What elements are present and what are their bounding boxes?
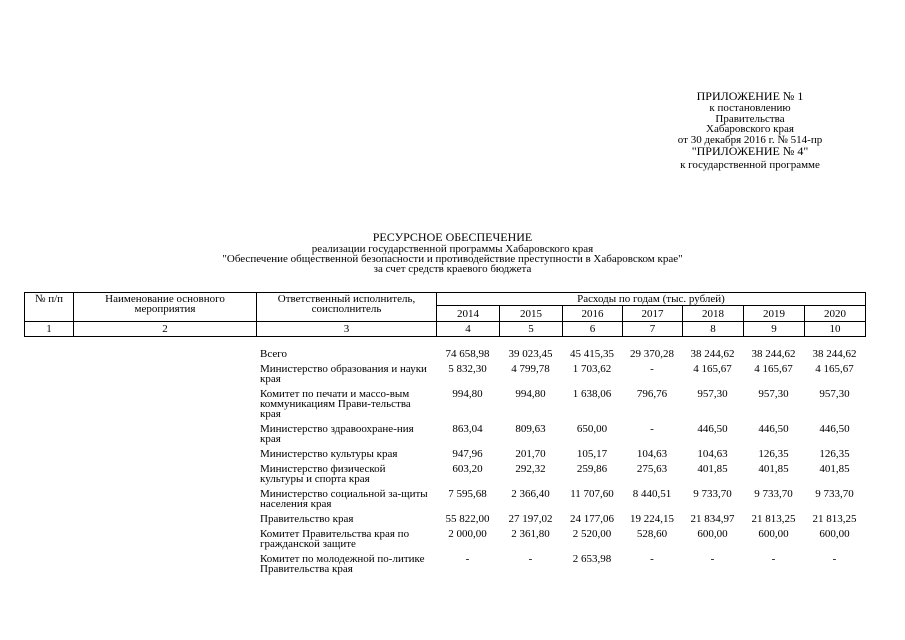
expense-value: -: [832, 553, 837, 565]
resource-table-header: [24, 292, 866, 337]
expense-value: 2 361,80: [511, 528, 550, 540]
expense-value: 2 000,00: [448, 528, 487, 540]
header-year: 2017: [623, 306, 683, 322]
expense-value: 55 822,00: [445, 513, 490, 525]
expense-value: 19 224,15: [630, 513, 674, 525]
expense-value: -: [528, 553, 533, 565]
expense-value: 1 703,62: [572, 363, 612, 375]
resource-table-body: [24, 347, 865, 577]
expense-value: 38 244,62: [690, 348, 735, 360]
appendix-block: [640, 90, 860, 171]
column-number: 6: [563, 322, 623, 337]
executor-name: Комитет по молодежной по-литике Правительства края: [260, 553, 425, 575]
expense-value: 401,85: [697, 463, 728, 475]
expense-value: 38 244,62: [751, 348, 796, 360]
table-row: [24, 347, 865, 362]
executor-name: Министерство социальной за-щиты населения края: [260, 488, 428, 510]
expense-value: 21 813,25: [751, 513, 796, 525]
expense-value: 104,63: [697, 448, 728, 460]
expense-value: 27 197,02: [508, 513, 553, 525]
expense-value: 74 658,98: [445, 348, 490, 360]
table-row: [24, 512, 865, 527]
column-number: 1: [25, 322, 74, 337]
expense-value: 39 023,45: [508, 348, 553, 360]
expense-value: 994,80: [452, 388, 483, 400]
expense-value: -: [771, 553, 776, 565]
header-year: 2015: [500, 306, 563, 322]
heading-line: реализации государственной программы Хабаровского края: [311, 243, 594, 255]
expense-value: -: [650, 553, 654, 565]
table-row: [24, 387, 865, 422]
expense-value: 957,30: [758, 388, 789, 400]
executor-name: Министерство здравоохране-ния края: [260, 423, 414, 445]
expense-value: 796,76: [636, 388, 668, 400]
expense-value: 201,70: [515, 448, 546, 460]
heading-line: за счет средств краевого бюджета: [373, 263, 532, 275]
appendix-line: к постановлению: [709, 102, 791, 114]
expense-value: 600,00: [758, 528, 789, 540]
expense-value: 7 595,68: [448, 488, 487, 500]
column-number: 8: [683, 322, 744, 337]
expense-value: 2 520,00: [572, 528, 612, 540]
expense-value: 5 832,30: [448, 363, 487, 375]
expense-value: 21 834,97: [690, 513, 735, 525]
executor-name: Министерство образования и науки края: [260, 363, 427, 385]
expense-value: 994,80: [515, 388, 546, 400]
executor-name: Комитет по печати и массо-вым коммуникациям Прави-тельства края: [260, 388, 411, 420]
expense-value: 4 165,67: [754, 363, 793, 375]
expense-value: 1 638,06: [572, 388, 612, 400]
header-year: 2019: [744, 306, 805, 322]
expense-value: 446,50: [758, 423, 789, 435]
expense-value: 105,17: [576, 448, 608, 460]
expense-value: 29 370,28: [630, 348, 674, 360]
executor-name: Министерство физической культуры и спорта края: [260, 463, 386, 485]
column-number: 4: [437, 322, 500, 337]
column-number: 7: [623, 322, 683, 337]
appendix-line: Правительства: [715, 112, 785, 125]
header-num: № п/п: [25, 293, 74, 322]
expense-value: 259,86: [576, 463, 608, 475]
heading-main: РЕСУРСНОЕ ОБЕСПЕЧЕНИЕ: [372, 230, 533, 244]
header-expenses: Расходы по годам (тыс. рублей): [437, 293, 866, 306]
expense-value: 603,20: [452, 463, 483, 475]
expense-value: -: [710, 553, 715, 565]
expense-value: 401,85: [758, 463, 789, 475]
expense-value: 275,63: [636, 463, 668, 475]
expense-value: 9 733,70: [815, 488, 854, 500]
expense-value: 600,00: [697, 528, 728, 540]
header-year: 2014: [437, 306, 500, 322]
appendix-line: Хабаровского края: [706, 123, 794, 135]
expense-value: 8 440,51: [632, 488, 672, 500]
expense-value: 9 733,70: [754, 488, 793, 500]
column-number: 10: [805, 322, 866, 337]
expense-value: 4 799,78: [511, 363, 550, 375]
expense-value: 21 813,25: [812, 513, 857, 525]
column-number: 3: [257, 322, 437, 337]
appendix-title: ПРИЛОЖЕНИЕ № 1: [696, 89, 804, 103]
expense-value: -: [650, 423, 654, 435]
header-year: 2018: [683, 306, 744, 322]
expense-value: 446,50: [697, 423, 728, 435]
header-executor: Ответственный исполнитель, соисполнитель: [257, 293, 437, 322]
table-row: [24, 462, 865, 487]
expense-value: 863,04: [452, 423, 483, 435]
expense-value: 4 165,67: [815, 363, 854, 375]
expense-value: 24 177,06: [570, 513, 614, 525]
expense-value: 957,30: [819, 388, 850, 400]
appendix-line: к государственной программе: [680, 159, 820, 171]
expense-value: 2 653,98: [572, 553, 612, 565]
expense-value: 292,32: [515, 463, 546, 475]
expense-value: 126,35: [758, 448, 789, 460]
appendix-line: от 30 декабря 2016 г. № 514-пр: [677, 133, 823, 146]
expense-value: 401,85: [819, 463, 850, 475]
header-year: 2016: [563, 306, 623, 322]
table-row: [24, 362, 865, 387]
expense-value: 4 165,67: [693, 363, 732, 375]
header-activity: Наименование основного мероприятия: [74, 293, 257, 322]
table-row: [24, 422, 865, 447]
expense-value: 600,00: [819, 528, 850, 540]
column-number: 5: [500, 322, 563, 337]
executor-name: Правительство края: [260, 513, 354, 525]
appendix-quoted-title: "ПРИЛОЖЕНИЕ № 4": [691, 144, 809, 158]
table-row: [24, 527, 865, 552]
document-heading: [150, 230, 755, 274]
expense-value: 957,30: [697, 388, 728, 400]
expense-value: 9 733,70: [693, 488, 732, 500]
executor-name: Министерство культуры края: [260, 448, 398, 460]
expense-value: 45 415,35: [570, 348, 614, 360]
table-row: [24, 552, 865, 577]
expense-value: 38 244,62: [812, 348, 857, 360]
table-row: [24, 487, 865, 512]
expense-value: 2 366,40: [511, 488, 550, 500]
expense-value: 11 707,60: [570, 488, 614, 500]
column-number: 2: [74, 322, 257, 337]
table-row: [24, 447, 865, 462]
expense-value: -: [650, 363, 654, 375]
expense-value: 650,00: [576, 423, 608, 435]
executor-name: Комитет Правительства края по гражданской защите: [260, 528, 410, 550]
column-number: 9: [744, 322, 805, 337]
expense-value: -: [465, 553, 470, 565]
header-year: 2020: [805, 306, 866, 322]
expense-value: 809,63: [515, 423, 546, 435]
expense-value: 947,96: [452, 448, 483, 460]
expense-value: 104,63: [636, 448, 668, 460]
heading-line: "Обеспечение общественной безопасности и противодействие преступности в Хабаровском крае": [222, 253, 683, 265]
expense-value: 528,60: [636, 528, 668, 540]
executor-name: Всего: [260, 348, 287, 360]
expense-value: 126,35: [819, 448, 850, 460]
expense-value: 446,50: [819, 423, 850, 435]
